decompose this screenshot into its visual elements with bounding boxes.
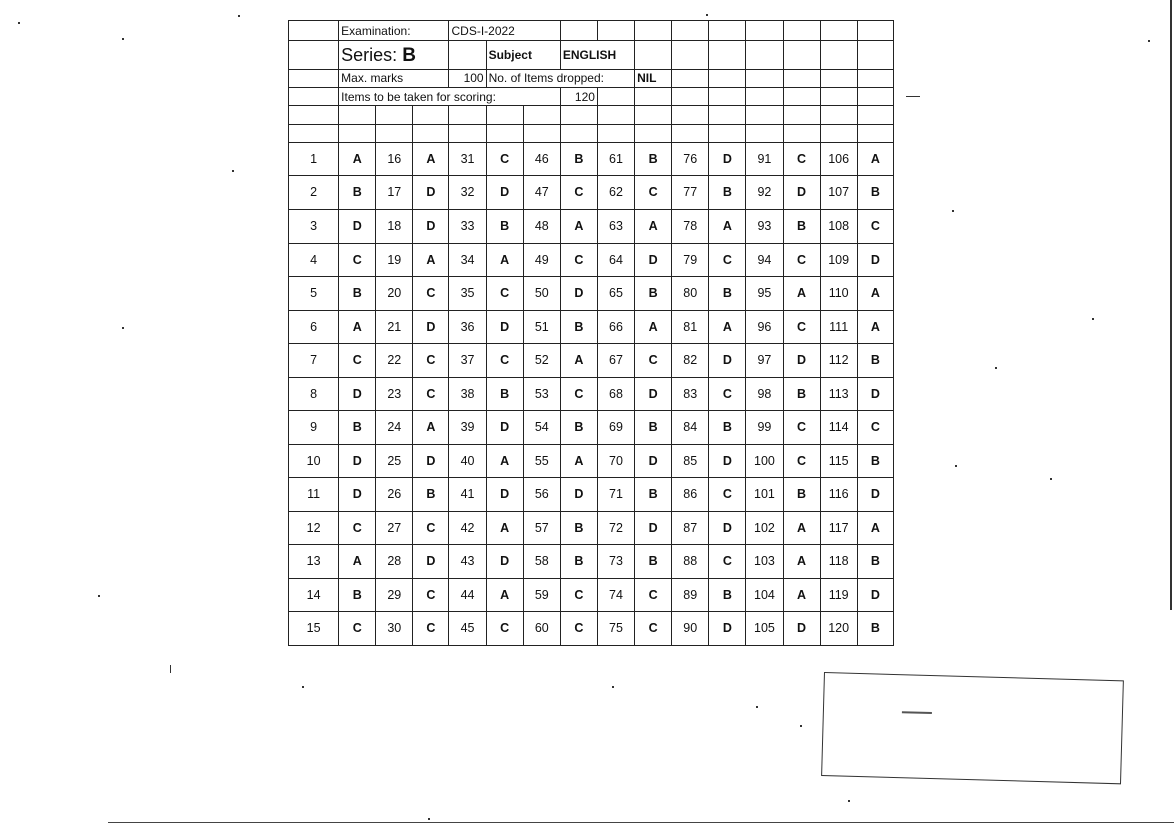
answer-letter: C (413, 578, 449, 612)
answer-letter: D (339, 377, 376, 411)
answer-letter: C (709, 545, 746, 579)
answer-letter: B (783, 478, 820, 512)
subject-value: ENGLISH (560, 41, 634, 69)
question-number: 104 (746, 578, 783, 612)
answer-letter: B (709, 277, 746, 311)
answer-letter: A (339, 545, 376, 579)
answer-row (289, 377, 894, 411)
question-number: 25 (376, 444, 413, 478)
question-number: 115 (820, 444, 857, 478)
answer-letter: D (783, 612, 820, 646)
answer-letter: D (635, 243, 672, 277)
answer-row (289, 310, 894, 344)
answer-letter: B (635, 478, 672, 512)
question-number: 92 (746, 176, 783, 210)
answer-row (289, 176, 894, 210)
answer-letter: D (486, 478, 523, 512)
answer-letter: D (857, 377, 893, 411)
question-number: 54 (523, 411, 560, 445)
question-number: 94 (746, 243, 783, 277)
question-number: 83 (672, 377, 709, 411)
answer-letter: C (783, 243, 820, 277)
question-number: 84 (672, 411, 709, 445)
question-number: 73 (597, 545, 634, 579)
question-number: 42 (449, 511, 486, 545)
answer-letter: B (560, 411, 597, 445)
answer-letter: A (560, 444, 597, 478)
answer-letter: C (635, 344, 672, 378)
answer-letter: C (857, 210, 893, 244)
answer-letter: D (339, 478, 376, 512)
question-number: 8 (289, 377, 339, 411)
answer-letter: A (560, 344, 597, 378)
answer-letter: B (560, 511, 597, 545)
answer-letter: C (560, 176, 597, 210)
subject-label: Subject (486, 41, 560, 69)
answer-letter: B (339, 176, 376, 210)
answer-letter: C (560, 612, 597, 646)
answer-letter: B (339, 277, 376, 311)
question-number: 93 (746, 210, 783, 244)
question-number: 41 (449, 478, 486, 512)
question-number: 1 (289, 142, 339, 176)
question-number: 119 (820, 578, 857, 612)
answer-letter: A (857, 142, 893, 176)
answer-letter: D (486, 411, 523, 445)
answer-letter: B (783, 210, 820, 244)
answer-letter: C (783, 444, 820, 478)
question-number: 20 (376, 277, 413, 311)
question-number: 77 (672, 176, 709, 210)
answer-letter: A (339, 142, 376, 176)
answer-letter: B (857, 444, 893, 478)
answer-letter: C (783, 411, 820, 445)
question-number: 4 (289, 243, 339, 277)
question-number: 66 (597, 310, 634, 344)
question-number: 53 (523, 377, 560, 411)
answer-letter: B (709, 578, 746, 612)
answer-letter: A (486, 511, 523, 545)
answer-letter: C (486, 344, 523, 378)
question-number: 107 (820, 176, 857, 210)
dropped-value: NIL (635, 69, 672, 87)
answer-letter: B (560, 545, 597, 579)
question-number: 95 (746, 277, 783, 311)
answer-letter: B (486, 377, 523, 411)
answer-letter: B (857, 344, 893, 378)
answer-letter: C (635, 612, 672, 646)
question-number: 87 (672, 511, 709, 545)
question-number: 65 (597, 277, 634, 311)
answer-letter: A (486, 243, 523, 277)
series-field (339, 41, 449, 69)
answer-letter: C (339, 511, 376, 545)
question-number: 117 (820, 511, 857, 545)
answer-letter: D (560, 277, 597, 311)
question-number: 111 (820, 310, 857, 344)
answer-letter: D (857, 578, 893, 612)
answer-letter: D (413, 310, 449, 344)
answer-row (289, 411, 894, 445)
answer-letter: A (783, 277, 820, 311)
question-number: 30 (376, 612, 413, 646)
question-number: 118 (820, 545, 857, 579)
question-number: 69 (597, 411, 634, 445)
question-number: 6 (289, 310, 339, 344)
answer-letter: C (486, 277, 523, 311)
question-number: 44 (449, 578, 486, 612)
answer-row (289, 578, 894, 612)
answer-row (289, 210, 894, 244)
answer-letter: C (635, 578, 672, 612)
question-number: 61 (597, 142, 634, 176)
question-number: 80 (672, 277, 709, 311)
series-value: B (402, 44, 416, 66)
question-number: 7 (289, 344, 339, 378)
answer-letter: A (635, 210, 672, 244)
answer-letter: A (413, 411, 449, 445)
answer-letter: A (709, 210, 746, 244)
answer-letter: D (413, 545, 449, 579)
question-number: 102 (746, 511, 783, 545)
answer-letter: A (560, 210, 597, 244)
max-marks-label: Max. marks (339, 69, 449, 87)
question-number: 101 (746, 478, 783, 512)
max-marks-value: 100 (449, 69, 486, 87)
question-number: 72 (597, 511, 634, 545)
answer-row (289, 511, 894, 545)
question-number: 14 (289, 578, 339, 612)
question-number: 62 (597, 176, 634, 210)
question-number: 28 (376, 545, 413, 579)
question-number: 112 (820, 344, 857, 378)
answer-letter: B (413, 478, 449, 512)
answer-letter: D (635, 511, 672, 545)
question-number: 86 (672, 478, 709, 512)
question-number: 71 (597, 478, 634, 512)
question-number: 99 (746, 411, 783, 445)
answer-letter: C (857, 411, 893, 445)
answer-letter: B (709, 411, 746, 445)
question-number: 56 (523, 478, 560, 512)
answer-letter: B (857, 612, 893, 646)
answer-letter: A (783, 578, 820, 612)
question-number: 13 (289, 545, 339, 579)
answer-letter: A (413, 142, 449, 176)
answer-letter: C (413, 344, 449, 378)
question-number: 55 (523, 444, 560, 478)
question-number: 68 (597, 377, 634, 411)
question-number: 79 (672, 243, 709, 277)
answer-letter: B (560, 310, 597, 344)
scoring-value: 120 (560, 88, 597, 106)
answer-letter: D (709, 444, 746, 478)
question-number: 36 (449, 310, 486, 344)
question-number: 24 (376, 411, 413, 445)
answer-letter: C (783, 310, 820, 344)
question-number: 89 (672, 578, 709, 612)
answer-row (289, 243, 894, 277)
stamp-mark (902, 711, 932, 714)
answer-letter: C (486, 612, 523, 646)
answer-letter: C (486, 142, 523, 176)
answer-letter: A (783, 545, 820, 579)
question-number: 26 (376, 478, 413, 512)
answer-letter: B (339, 578, 376, 612)
answer-row (289, 478, 894, 512)
question-number: 103 (746, 545, 783, 579)
question-number: 120 (820, 612, 857, 646)
question-number: 64 (597, 243, 634, 277)
exam-label: Examination: (339, 21, 449, 41)
question-number: 40 (449, 444, 486, 478)
answer-letter: B (635, 277, 672, 311)
answer-letter: C (709, 243, 746, 277)
answer-letter: D (486, 545, 523, 579)
answer-row (289, 344, 894, 378)
scoring-label: Items to be taken for scoring: (339, 88, 561, 106)
question-number: 90 (672, 612, 709, 646)
dropped-label: No. of Items dropped: (486, 69, 634, 87)
answer-letter: B (486, 210, 523, 244)
question-number: 37 (449, 344, 486, 378)
question-number: 52 (523, 344, 560, 378)
answer-letter: D (635, 444, 672, 478)
question-number: 60 (523, 612, 560, 646)
question-number: 76 (672, 142, 709, 176)
question-number: 3 (289, 210, 339, 244)
question-number: 49 (523, 243, 560, 277)
answer-letter: B (783, 377, 820, 411)
question-number: 34 (449, 243, 486, 277)
answer-letter: B (560, 142, 597, 176)
question-number: 45 (449, 612, 486, 646)
question-number: 70 (597, 444, 634, 478)
question-number: 114 (820, 411, 857, 445)
answer-row (289, 277, 894, 311)
exam-value: CDS-I-2022 (449, 21, 560, 41)
answer-letter: D (709, 612, 746, 646)
answer-letter: A (486, 444, 523, 478)
answer-letter: C (783, 142, 820, 176)
answer-letter: A (339, 310, 376, 344)
question-number: 97 (746, 344, 783, 378)
answer-letter: C (560, 377, 597, 411)
question-number: 47 (523, 176, 560, 210)
answer-letter: D (857, 243, 893, 277)
question-number: 11 (289, 478, 339, 512)
question-number: 33 (449, 210, 486, 244)
answer-letter: A (783, 511, 820, 545)
question-number: 75 (597, 612, 634, 646)
answer-row (289, 444, 894, 478)
answer-letter: B (857, 176, 893, 210)
answer-letter: D (339, 444, 376, 478)
question-number: 43 (449, 545, 486, 579)
series-label: Series: (341, 44, 398, 65)
question-number: 58 (523, 545, 560, 579)
question-number: 106 (820, 142, 857, 176)
question-number: 57 (523, 511, 560, 545)
answer-letter: D (339, 210, 376, 244)
question-number: 85 (672, 444, 709, 478)
question-number: 88 (672, 545, 709, 579)
answer-letter: B (857, 545, 893, 579)
answer-letter: D (635, 377, 672, 411)
question-number: 17 (376, 176, 413, 210)
answer-letter: D (783, 176, 820, 210)
question-number: 105 (746, 612, 783, 646)
answer-letter: A (857, 310, 893, 344)
answer-letter: D (857, 478, 893, 512)
question-number: 81 (672, 310, 709, 344)
question-number: 110 (820, 277, 857, 311)
question-number: 9 (289, 411, 339, 445)
answer-row (289, 142, 894, 176)
answer-letter: C (413, 612, 449, 646)
question-number: 29 (376, 578, 413, 612)
question-number: 74 (597, 578, 634, 612)
question-number: 113 (820, 377, 857, 411)
question-number: 27 (376, 511, 413, 545)
answer-letter: C (339, 243, 376, 277)
question-number: 10 (289, 444, 339, 478)
answer-letter: A (857, 277, 893, 311)
answer-letter: C (339, 344, 376, 378)
answer-letter: B (635, 142, 672, 176)
answer-letter: D (709, 511, 746, 545)
question-number: 38 (449, 377, 486, 411)
question-number: 78 (672, 210, 709, 244)
answer-letter: C (709, 377, 746, 411)
question-number: 63 (597, 210, 634, 244)
question-number: 100 (746, 444, 783, 478)
question-number: 82 (672, 344, 709, 378)
answer-letter: A (635, 310, 672, 344)
question-number: 21 (376, 310, 413, 344)
answer-letter: B (339, 411, 376, 445)
question-number: 5 (289, 277, 339, 311)
question-number: 31 (449, 142, 486, 176)
question-number: 23 (376, 377, 413, 411)
question-number: 19 (376, 243, 413, 277)
question-number: 108 (820, 210, 857, 244)
question-number: 16 (376, 142, 413, 176)
question-number: 50 (523, 277, 560, 311)
question-number: 59 (523, 578, 560, 612)
question-number: 116 (820, 478, 857, 512)
page-right-edge (1170, 0, 1172, 610)
question-number: 109 (820, 243, 857, 277)
answer-letter: D (709, 142, 746, 176)
question-number: 35 (449, 277, 486, 311)
question-number: 98 (746, 377, 783, 411)
answer-letter: C (635, 176, 672, 210)
question-number: 48 (523, 210, 560, 244)
question-number: 39 (449, 411, 486, 445)
stamp-box (821, 672, 1124, 784)
answer-key-sheet (288, 20, 894, 646)
answer-letter: D (486, 310, 523, 344)
question-number: 2 (289, 176, 339, 210)
answer-letter: D (413, 444, 449, 478)
answer-letter: A (857, 511, 893, 545)
answer-letter: A (413, 243, 449, 277)
answer-letter: D (413, 176, 449, 210)
answer-letter: C (413, 277, 449, 311)
question-number: 51 (523, 310, 560, 344)
answer-letter: D (560, 478, 597, 512)
answer-letter: C (560, 243, 597, 277)
answer-letter: C (560, 578, 597, 612)
question-number: 96 (746, 310, 783, 344)
question-number: 67 (597, 344, 634, 378)
answer-letter: D (783, 344, 820, 378)
question-number: 15 (289, 612, 339, 646)
answer-letter: D (486, 176, 523, 210)
answer-key-body (289, 142, 894, 645)
answer-letter: B (635, 411, 672, 445)
question-number: 46 (523, 142, 560, 176)
answer-letter: B (635, 545, 672, 579)
answer-letter: D (413, 210, 449, 244)
answer-letter: C (413, 377, 449, 411)
answer-letter: D (709, 344, 746, 378)
question-number: 22 (376, 344, 413, 378)
question-number: 91 (746, 142, 783, 176)
answer-letter: A (486, 578, 523, 612)
answer-letter: B (709, 176, 746, 210)
answer-row (289, 545, 894, 579)
question-number: 18 (376, 210, 413, 244)
answer-letter: C (413, 511, 449, 545)
question-number: 32 (449, 176, 486, 210)
answer-letter: A (709, 310, 746, 344)
page-bottom-edge (108, 822, 1174, 823)
answer-row (289, 612, 894, 646)
answer-letter: C (709, 478, 746, 512)
answer-letter: C (339, 612, 376, 646)
question-number: 12 (289, 511, 339, 545)
